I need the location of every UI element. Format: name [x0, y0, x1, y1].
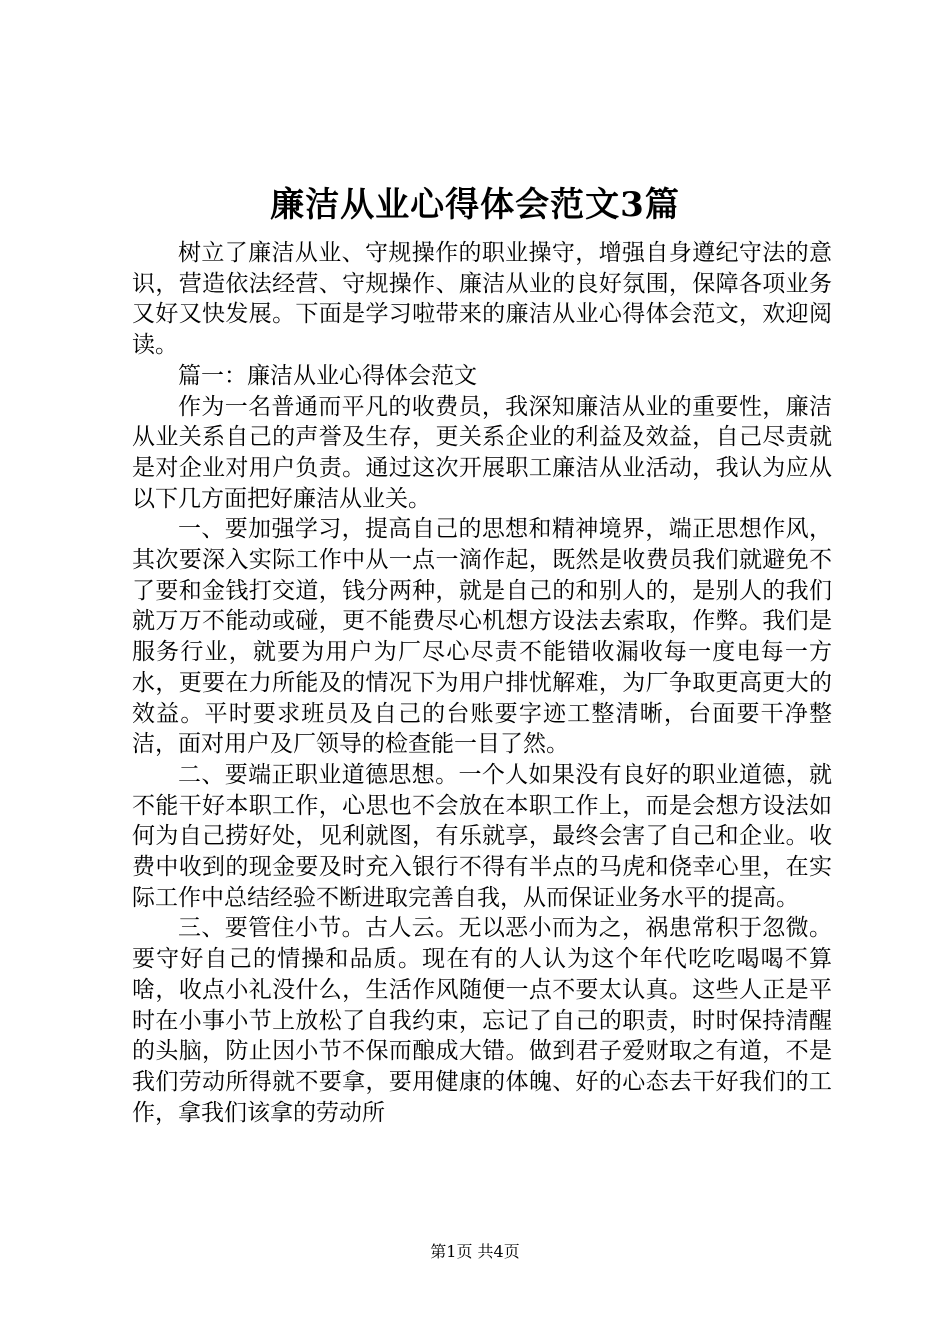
document-body: [132, 238, 832, 1128]
paragraph-point-two: 二、要端正职业道德思想。一个人如果没有良好的职业道德，就不能干好本职工作，心思也不会放在本职工作上，而是会想方设法如何为自己捞好处，见利就图，有乐就享，最终会害了自己和企业。收费中收到的现金要及时充入银行不得有半点的马虎和侥幸心里，在实际工作中总结经验不断进取完善自我，从而保证业务水平的提高。: [132, 761, 832, 911]
page-number-footer: 第1页 共4页: [430, 1242, 520, 1261]
paragraph-intro: 树立了廉洁从业、守规操作的职业操守，增强自身遵纪守法的意识，营造依法经营、守规操作、廉洁从业的良好氛围，保障各项业务又好又快发展。下面是学习啦带来的廉洁从业心得体会范文，欢迎阅读。: [132, 240, 832, 359]
paragraph-section-heading: 篇一：廉洁从业心得体会范文: [178, 362, 477, 389]
document-title: 廉洁从业心得体会范文3篇: [270, 185, 680, 225]
paragraph-point-three: 三、要管住小节。古人云。无以恶小而为之，祸患常积于忽微。要守好自己的情操和品质。现在有的人认为这个年代吃吃喝喝不算啥，收点小礼没什么，生活作风随便一点不要太认真。这些人正是平时在小事小节上放松了自我约束，忘记了自己的职责，时时保持清醒的头脑，防止因小节不保而酿成大错。做到君子爱财取之有道，不是我们劳动所得就不要拿，要用健康的体魄、好的心态去干好我们的工作，拿我们该拿的劳动所: [132, 915, 832, 1126]
paragraph-opening: 作为一名普通而平凡的收费员，我深知廉洁从业的重要性，廉洁从业关系自己的声誉及生存，更关系企业的利益及效益，自己尽责就是对企业对用户负责。通过这次开展职工廉洁从业活动，我认为应从以下几方面把好廉洁从业关。: [132, 393, 832, 512]
paragraph-point-one: 一、要加强学习，提高自己的思想和精神境界，端正思想作风，其次要深入实际工作中从一点一滴作起，既然是收费员我们就避免不了要和金钱打交道，钱分两种，就是自己的和别人的，是别人的我们就万万不能动或碰，更不能费尽心机想方设法去索取，作弊。我们是服务行业，就要为用户为厂尽心尽责不能错收漏收每一度电每一方水，更要在力所能及的情况下为用户排忧解难，为厂争取更高更大的效益。平时要求班员及自己的台账要字迹工整清晰，台面要干净整洁，面对用户及厂领导的检查能一目了然。: [132, 516, 832, 758]
